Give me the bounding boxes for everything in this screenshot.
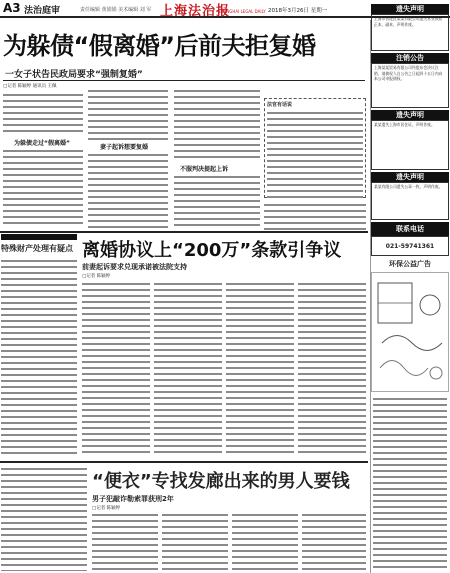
editors: 责任编辑 黄娟娟 美术编辑 刘 军: [80, 7, 152, 13]
story3-column1-text: [92, 512, 158, 571]
left-story-headline: 特殊财产处理有疑点: [1, 244, 73, 253]
story3-column3-text: [232, 512, 298, 571]
story2-byline: □记者 陈颖婷: [82, 274, 111, 279]
sidebar-box1-text: 上海市普陀区某某有限公司遗失营业执照正本、副本，声明作废。: [371, 14, 449, 51]
left-header-bar: [1, 234, 77, 240]
story1-subhead-b: 妻子起诉想要复婚: [100, 144, 149, 151]
sidebar-box3-title: 遗失声明: [371, 110, 449, 120]
story2-subheadline: 前妻起诉要求兑现承诺被法院支持: [82, 263, 187, 271]
story3-column2-text: [162, 512, 228, 571]
judge-comment-title: 法官有话说: [267, 102, 293, 108]
story3-byline: □记者 陈颖婷: [92, 506, 121, 511]
story1-byline: □记者 陈颖婷 通讯员 王佩: [3, 84, 57, 89]
story2-headline: 离婚协议上“200万”条款引争议: [82, 240, 342, 261]
divider: [3, 80, 365, 81]
story2-column3-text: [226, 281, 294, 457]
story1-headline: 为躲债“假离婚”后前夫拒复婚: [3, 32, 316, 60]
section-title: 法治庭审: [24, 6, 61, 16]
sidebar-box4-title: 遗失声明: [371, 172, 449, 182]
divider: [0, 231, 368, 233]
sidebar-box2-text: 上海某某贸易有限公司经股东会决议注销，请债权人自公告之日起四十五日内向本公司申报债权。: [371, 63, 449, 108]
left-story-text: [1, 258, 77, 456]
story3-column4-text: [302, 512, 366, 571]
drawing-icon: [372, 273, 450, 393]
judge-comment-text: [267, 110, 363, 198]
story1-column2-text2: [88, 152, 168, 230]
sidebar-bottom-text: [373, 396, 447, 571]
divider: [0, 461, 368, 463]
story1-column3-text: [174, 88, 260, 160]
sidebar-box2-title: 注销公告: [371, 53, 449, 63]
page-number: A3: [3, 1, 21, 15]
newspaper-logo-en: SHANGHAI LEGAL DAILY: [218, 9, 266, 14]
story1-column2-text: [88, 88, 168, 140]
story1-subhead-a: 为躲债走过“假离婚”: [14, 140, 70, 147]
story1-column1-text2: [3, 148, 83, 228]
story2-column4-text: [298, 281, 366, 457]
issue-date: 2018年3月26日 星期一: [268, 8, 328, 14]
story1-column3-text2: [174, 174, 260, 230]
story1-column1-text: [3, 92, 83, 136]
sidebar-box3-text: 某某遗失上海市居住证，声明作废。: [371, 120, 449, 170]
story2-column1-text: [82, 281, 150, 457]
story3-headline: “便衣”专找发廊出来的男人要钱: [92, 471, 350, 492]
story3-left-text: [1, 466, 87, 571]
sidebar-box5-title: 联系电话: [371, 222, 449, 236]
story1-subheadline: 一女子状告民政局要求“强制复婚”: [5, 70, 143, 80]
ad-title: 环保公益广告: [389, 260, 431, 268]
ad-illustration: [371, 272, 449, 392]
sidebar-box1-title: 遗失声明: [371, 4, 449, 14]
sidebar-box4-text: 某某有限公司遗失公章一枚，声明作废。: [371, 182, 449, 220]
sidebar-phone: 021-59741361: [371, 236, 449, 256]
judge-comment-box: [264, 98, 366, 198]
story1-subhead-c: 不服判决提起上诉: [180, 166, 229, 173]
story1-column4-text: [264, 202, 366, 230]
newspaper-logo: 上海法治报: [160, 4, 231, 19]
story3-subheadline: 男子犯敲诈勒索罪获刑2年: [92, 495, 174, 503]
story2-column2-text: [154, 281, 222, 457]
